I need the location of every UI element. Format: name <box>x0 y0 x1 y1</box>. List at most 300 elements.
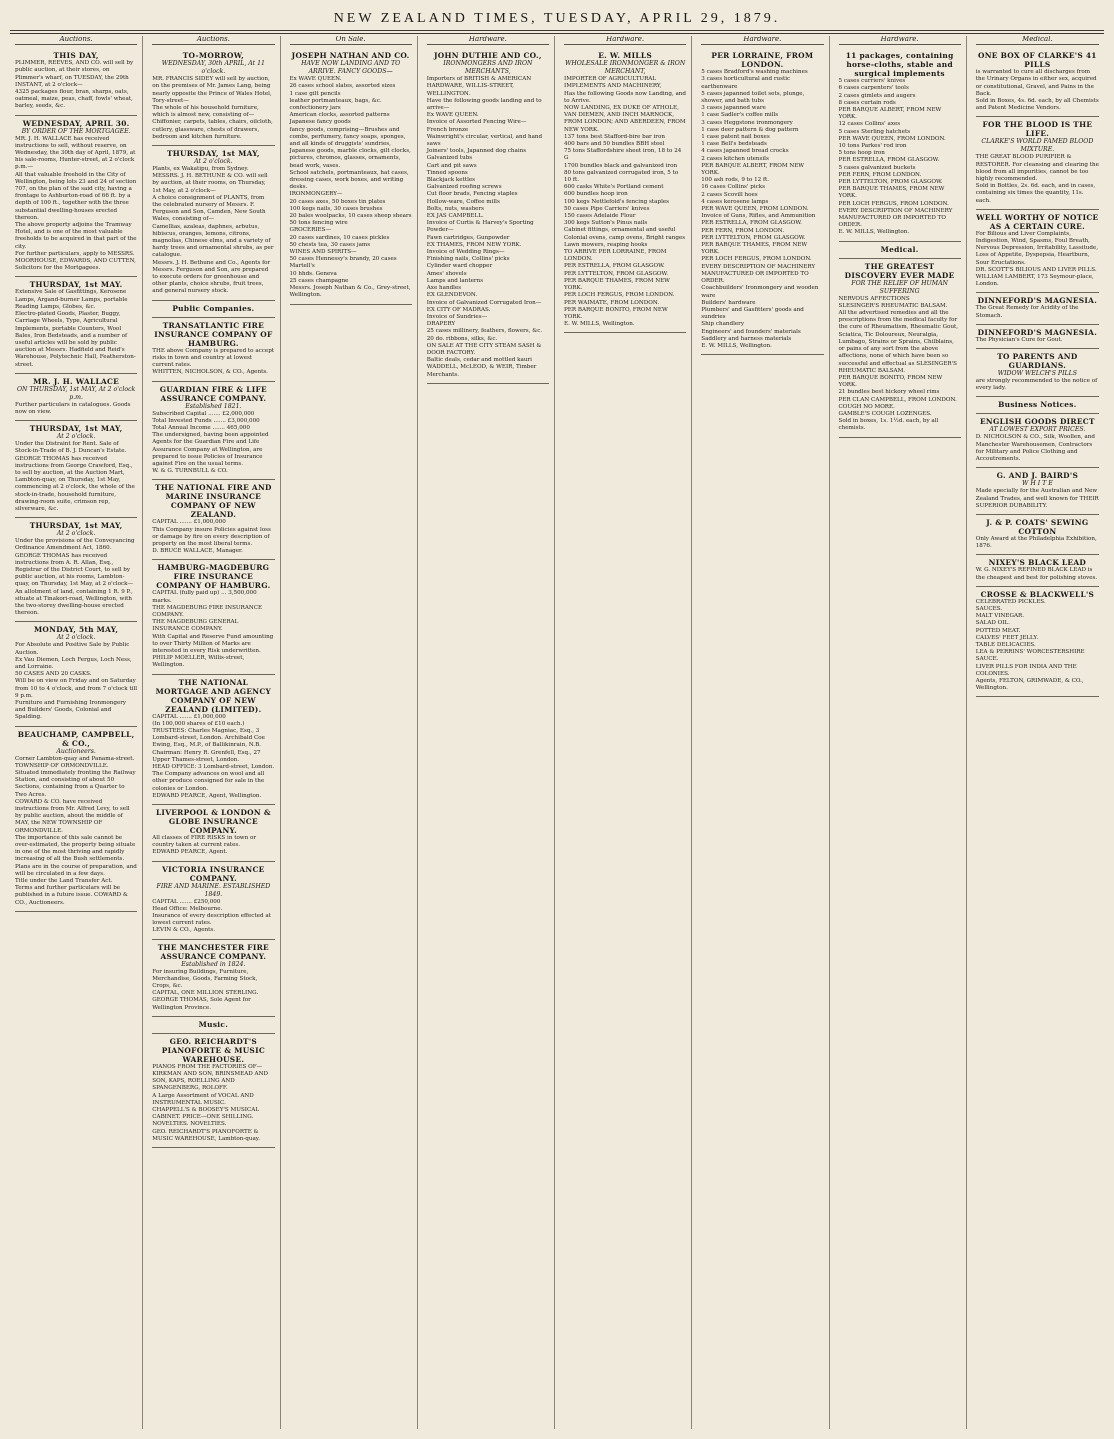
advertisement-title: THURSDAY, 1st MAY, <box>166 149 260 159</box>
advertisement <box>427 48 549 384</box>
advertisement-text: 2 cases kitchen utensils <box>701 155 769 162</box>
advertisement-text: Messrs. J. H. Bethune and Co., Agents for Messrs. Ferguson and Son, are prepared to execute orders for greenhouse and other plants, choice shrubs, fruit trees, and general nursery stock. <box>152 259 271 295</box>
advertisement-text: WHITTEN, NICHOLSON, & CO., Agents. <box>152 369 268 376</box>
advertisement-text: 4325 packages flour, bran, sharps, oats, oatmeal, maize, peas, chaff, fowls' wheat, barley, seeds, &c. <box>15 89 133 110</box>
masthead: NEW ZEALAND TIMES, TUESDAY, APRIL 29, 1879. <box>333 11 781 26</box>
advertisement-text: EX THAMES, FROM NEW YORK. <box>426 241 522 248</box>
advertisement-text: 2 cases Scovill hoes <box>701 191 758 198</box>
advertisement-text: EVERY DESCRIPTION OF MACHINERY MANUFACTURED OR IMPORTED TO ORDER. <box>838 207 953 229</box>
advertisement-text: CAPITAL (fully paid up) ... 3,500,000 marks. <box>152 590 257 604</box>
advertisement-text: Galvanized tubs <box>426 155 473 162</box>
advertisement-title: Medical. <box>880 244 919 254</box>
advertisement-text: PER FERN, FROM LONDON. <box>838 171 922 178</box>
advertisement-text: MR. J. H. WALLACE has received instructions to sell, without reserve, on Wednesday, the 30th day of April, 1879, at his sale-rooms, Hunter-street, at 2 o'clock p.m.— <box>15 135 136 171</box>
advertisement-text: EDWARD PEARCE, Agent, Wellington. <box>152 792 262 799</box>
advertisement-text: (In 100,000 shares of £10 each.) <box>152 720 245 727</box>
advertisement-text: 10 tons Parkes' rod iron <box>838 143 907 150</box>
advertisement-subtitle: WIDOW WELCH'S PILLS <box>997 370 1077 378</box>
advertisement <box>15 48 137 115</box>
column-grid <box>10 36 1104 1429</box>
advertisement <box>152 675 274 805</box>
advertisement <box>15 622 137 726</box>
advertisement-text: Fawn cartridges, Gunpowder <box>426 234 510 241</box>
advertisement-title: ENGLISH GOODS DIRECT <box>979 417 1095 427</box>
advertisement-text: Invoice of Galvanized Corrugated Iron— <box>426 299 542 306</box>
advertisement-text: SLESINGER'S RHEUMATIC BALSAM. <box>838 302 948 309</box>
advertisement-text: All the advertised remedies and all the prescriptions from the medical faculty for the cure of Rheumatism, Rheumatic Gout, Sciatica, Tic Doloureux, Neuralgia, Lumbago, Strains or Sprains, Chilblains, or pains of any sort from the above affections, none of which have been so successful and effectual as SLESINGER'S RHEUMATIC BALSAM. <box>838 310 959 374</box>
column-8 <box>971 36 1104 1429</box>
advertisement <box>15 421 137 518</box>
advertisement-text: Wainwright's circular, vertical, and hand saws <box>426 133 543 148</box>
advertisement-title: E. W. MILLS <box>598 51 652 61</box>
advertisement <box>152 940 274 1017</box>
advertisement-text: French bronze <box>426 126 469 133</box>
advertisement-title: THIS DAY, <box>53 51 99 61</box>
advertisement <box>976 587 1099 698</box>
advertisement-text: Engineers' and founders' materials <box>701 328 801 335</box>
advertisement-text: Ames' shovels <box>426 270 467 277</box>
advertisement-text: The Physician's Cure for Gout. <box>975 336 1063 343</box>
advertisement-text: The Great Remedy for Acidity of the Stomach. <box>975 305 1079 319</box>
advertisement <box>152 48 274 146</box>
column-3 <box>285 36 418 1429</box>
advertisement <box>976 397 1099 414</box>
advertisement-subtitle: At 2 o'clock. <box>56 530 96 538</box>
advertisement-text: Electro-plated Goods, Plaster, Buggy, Carriage Wheels, Type, Agricultural Implements, portable Counters, Wool Bales, Iron Bedsteads, and a number of useful articles will be sold by public auction at Messrs. Hadfield and Reid's Warehouse, Polytechnic Hall, Featherston-street. <box>15 311 136 368</box>
advertisement <box>15 727 137 912</box>
advertisement-text: PER LYTTELTON, FROM GLASGOW. <box>701 234 806 241</box>
advertisement <box>976 293 1099 324</box>
advertisement <box>15 116 137 278</box>
advertisement-text: 50 CASES AND 20 CASKS. <box>15 671 92 678</box>
advertisement-text: Invoice of Assorted Fencing Wire— <box>426 119 527 126</box>
advertisement-text: TABLE DELICACIES. <box>975 641 1036 648</box>
column-7 <box>834 36 967 1429</box>
advertisement-text: Under the Distraint for Rent. Sale of Stock-in-Trade of B. J. Duncan's Estate. <box>15 441 127 455</box>
advertisement-text: 1 case Bell's bedsteads <box>701 141 767 148</box>
advertisement-text: 3 cases Heggstone ironmongery <box>701 119 793 126</box>
advertisement-text: 4 cases kerosene lamps <box>701 198 769 205</box>
advertisement-subtitle: ON THURSDAY, 1st MAY, At 2 o'clock p.m. <box>16 385 136 401</box>
advertisement-text: PER WAVE QUEEN, FROM LONDON. <box>838 135 946 142</box>
advertisement-text: 3 cases horticultural and rustic earthenware <box>701 76 791 90</box>
advertisement-text: PER LYTTELTON, FROM GLASGOW. <box>564 270 669 277</box>
advertisement-text: Invoice of Curtis & Harvey's Sporting Powder— <box>426 220 534 234</box>
advertisement-text: 75 tons Staffordshire sheet iron, 18 to 24 G <box>564 148 682 162</box>
column-6 <box>696 36 829 1429</box>
advertisement-text: Messrs. Joseph Nathan & Co., Grey-street, Wellington. <box>289 285 411 299</box>
advertisement-text: Sold in Bottles, 2s. 6d. each, and in cases, containing six times the quantity, 11s. each. <box>975 183 1096 204</box>
advertisement <box>152 382 274 481</box>
masthead-rule-2 <box>10 33 1104 34</box>
advertisement-text: PER CLAN CAMPBELL, FROM LONDON. <box>838 396 957 403</box>
advertisement-title: TO PARENTS AND GUARDIANS. <box>997 352 1078 371</box>
advertisement-title: THE MANCHESTER FIRE ASSURANCE COMPANY. <box>157 942 269 961</box>
advertisement-subtitle: HAVE NOW LANDING AND TO ARRIVE. FANCY GOODS— <box>301 60 401 76</box>
advertisement-text: TRUSTEES: Charles Magniac, Esq., 3 Lombard-street, London. Archibald Coe Ewing, Esq., M.P., of Ballikinrain, N.B. <box>152 727 265 749</box>
advertisement-text: PER BARQUE BONITO, FROM NEW YORK. <box>838 374 943 389</box>
advertisement-text: SAUCES. <box>975 605 1003 612</box>
advertisement-title: WELL WORTHY OF NOTICE AS A CERTAIN CURE. <box>976 212 1099 231</box>
advertisement <box>701 48 823 355</box>
advertisement-text: 600 bundles hoop iron <box>564 191 628 198</box>
advertisement-text: A Large Assortment of VOCAL AND INSTRUMENTAL MUSIC. <box>152 1092 254 1106</box>
advertisement-text: PLIMMER, REEVES, AND CO. will sell by public auction, at their stores, on Plimmer's wharf, on TUESDAY, the 29th INSTANT, at 2 o'clock— <box>15 60 134 88</box>
advertisement-text: EX CITY OF MADRAS. <box>426 306 491 313</box>
advertisement-text: For Bilious and Liver Complaints, Indigestion, Wind, Spasms, Foul Breath, Nervous Depression, Irritability, Lassitude, Loss of Appetite, Dyspepsia, Heartburn, Sour Eructations. <box>975 230 1099 266</box>
advertisement-text: 150 cases Adelaide Flour <box>564 213 636 220</box>
advertisement-text: IMPORTER OF AGRICULTURAL IMPLEMENTS AND MACHINERY, <box>564 76 662 90</box>
advertisement-text: are strongly recommended to the notice of every lady. <box>975 378 1098 392</box>
advertisement-text: The whole of his household furniture, which is almost new, consisting of—Chiffonier, carpets, tables, chairs, oilcloth, cutlery, glassware, chests of drawers, bedroom and kitchen furniture. <box>152 105 273 140</box>
advertisement-title: PER LORRAINE, FROM LONDON. <box>711 51 814 70</box>
advertisement-text: THE GREAT BLOOD PURIFIER & RESTORER. For cleansing and clearing the blood from all impurities, cannot be too highly recommended. <box>975 154 1099 183</box>
advertisement-text: For further particulars, apply to MESSRS. MOORHOUSE, EDWARDS, AND CUTTEN, Solicitors for the Mortgagees. <box>15 250 136 272</box>
advertisement <box>976 48 1099 117</box>
advertisement-text: PIANOS FROM THE FACTORIES OF— KIRKMAN AND SON, BRINSMEAD AND SON, KAPS, ROELLING AND SPANGENBERG, ROLOFF. <box>152 1063 268 1092</box>
advertisement-text: 8 cases curtain rods <box>838 99 896 106</box>
advertisement-text: 21 bundles best hickory wheel rims <box>838 389 940 396</box>
advertisement-text: E. W. MILLS, Wellington. <box>701 342 772 349</box>
advertisement-title: J. & P. COATS' SEWING COTTON <box>986 517 1089 536</box>
advertisement-text: PER BARQUE BONITO, FROM NEW YORK. <box>564 306 668 320</box>
advertisement-text: 4 cases japanned bread crocks <box>701 148 789 155</box>
advertisement-text: DRAPERY <box>426 321 456 328</box>
column-heading: Hardware. <box>701 36 823 45</box>
advertisement <box>152 301 274 318</box>
advertisement-text: 1 case patent nail boxes <box>701 134 770 141</box>
advertisement-text: EX JAS CAMPBELL. <box>426 213 484 220</box>
advertisement-subtitle: FIRE AND MARINE. ESTABLISHED 1849. <box>156 882 271 898</box>
advertisement <box>839 242 961 259</box>
advertisement-title: DINNEFORD'S MAGNESIA. <box>977 327 1098 337</box>
advertisement <box>976 515 1099 555</box>
advertisement-text: Coachbuilders' Ironmongery and wooden ware <box>701 285 819 299</box>
advertisement <box>15 374 137 421</box>
advertisement-text: GROCERIES— <box>289 227 332 234</box>
advertisement-title: TRANSATLANTIC FIRE INSURANCE COMPANY OF HAMBURG. <box>154 320 273 348</box>
advertisement-text: 50 chests tea, 30 cases jams <box>289 241 371 248</box>
advertisement-text: GEORGE THOMAS, Sole Agent for Wellington Province. <box>152 997 251 1011</box>
advertisement-text: Invoice of Wedding Rings— <box>426 249 505 256</box>
advertisement-text: Terms and further particulars will be published in a future issue. COWARD & CO., Auctioneers. <box>15 885 128 906</box>
advertisement-text: CELEBRATED PICKLES. <box>975 598 1046 605</box>
advertisement-text: 25 cases millinery, feathers, flowers, &c. <box>426 328 543 335</box>
advertisement-text: WINES AND SPIRITS— <box>289 249 357 256</box>
advertisement-text: MALT VINEGAR. <box>975 613 1025 620</box>
advertisement <box>15 518 137 622</box>
advertisement-title: FOR THE BLOOD IS THE LIFE. <box>982 120 1093 139</box>
advertisement-text: POTTED MEAT. <box>975 627 1021 634</box>
advertisement-text: is warranted to cure all discharges from the Urinary Organs in either sex, acquired or constitutional, Gravel, and Pains in the Back. <box>975 69 1097 97</box>
advertisement-text: Further particulars in catalogues. Goods now on view. <box>15 401 131 415</box>
advertisement-text: Corner Lambton-quay and Panama-street. <box>15 755 135 762</box>
advertisement-text: LEVIN & CO., Agents. <box>152 927 216 934</box>
advertisement-text: 20 cases axes, 50 boxes tin plates <box>289 198 386 205</box>
advertisement-text: D. BRUCE WALLACE, Manager. <box>152 548 243 555</box>
advertisement-text: Ship chandlery <box>701 321 745 328</box>
advertisement <box>152 805 274 862</box>
advertisement-text: PER WAVE QUEEN, FROM LONDON. <box>701 206 809 213</box>
advertisement-text: An allotment of land, containing 1 R. 9 P., situate at Tinakori-road, Wellington, with the two-storey dwelling-house erected thereon. <box>15 588 133 617</box>
advertisement-text: 1 case gilt pencils <box>289 90 341 97</box>
advertisement-title: TO-MORROW, <box>182 51 245 61</box>
advertisement-text: PHILIP MOELLER, Willis-street, Wellington. <box>152 655 245 669</box>
advertisement-text: Have the following goods landing and to arrive— <box>426 97 542 112</box>
advertisement <box>976 468 1099 515</box>
advertisement-text: Cylinder ward chopper <box>426 263 493 270</box>
column-1 <box>10 36 143 1429</box>
advertisement-text: MR. FRANCIS SIDEY will sell by auction, on the premises of Mr. James Lang, being nearly opposite the Prince of Wales Hotel, Tory-street— <box>152 76 272 104</box>
advertisement-subtitle: AT LOWEST EXPORT PRICES. <box>989 426 1086 434</box>
column-heading: On Sale. <box>290 36 412 45</box>
advertisement-text: Lamps and lanterns <box>426 277 484 284</box>
advertisement-text: This Company insure Policies against loss or damage by fire on every description of property on the most liberal terms. <box>152 526 271 547</box>
advertisement-title: THE GREATEST DISCOVERY EVER MADE <box>844 261 955 280</box>
advertisement-text: Extensive Sale of Gasfittings, Kerosene Lamps, Argand-burner Lamps, portable Reading Lamps, Globes, &c. <box>15 289 128 310</box>
advertisement-title: LIVERPOOL & LONDON & GLOBE INSURANCE COMPANY. <box>155 808 271 836</box>
advertisement-subtitle: At 2 o'clock. <box>194 158 233 166</box>
advertisement <box>976 414 1099 468</box>
advertisement-text: Japanese fancy goods <box>289 119 351 126</box>
advertisement-title: WEDNESDAY, APRIL 30. <box>22 118 130 128</box>
advertisement-text: Situated immediately fronting the Railway Station, and consisting of about 50 Sections, containing from a Quarter to Two Acres. <box>15 770 136 798</box>
advertisement-subtitle: WHOLESALE IRONMONGER & IRON MERCHANT, <box>564 60 686 76</box>
advertisement <box>976 555 1099 586</box>
advertisement-text: HEAD OFFICE: 3 Lombard-street, London. <box>152 764 275 770</box>
column-heading: Hardware. <box>427 36 549 45</box>
advertisement-text: PER LOCH FERGUS, FROM LONDON. <box>701 256 812 263</box>
advertisement-text: 5 cases Sterling hatchets <box>838 128 911 135</box>
advertisement-text: Builders' hardware <box>701 299 756 306</box>
advertisement-text: Invoice of Guns, Rifles, and Ammunition <box>701 213 816 220</box>
advertisement-text: Lawn mowers, reaping hooks <box>564 241 648 248</box>
advertisement-text: 80 tons galvanized corrugated iron, 5 to 10 ft. <box>564 169 679 184</box>
advertisement-text: Baltic deals, cedar and mottled kauri <box>426 357 532 364</box>
advertisement-text: Agents, FELTON, GRIMWADE, & CO., Wellington. <box>975 677 1084 692</box>
advertisement-title: GEO. REICHARDT'S PIANOFORTE & MUSIC WAREHOUSE. <box>161 1036 266 1064</box>
advertisement-text: For Absolute and Positive Sale by Public Auction. <box>15 642 130 656</box>
advertisement-text: Tinned spoons <box>426 169 468 176</box>
advertisement-subtitle: Auctioneers. <box>56 747 96 755</box>
advertisement-text: THE MAGDEBURG FIRE INSURANCE COMPANY. <box>152 604 263 618</box>
advertisement-text: 50 cases Hennessy's brandy, 20 cases Martell's <box>289 256 397 270</box>
advertisement-text: EVERY DESCRIPTION OF MACHINERY MANUFACTURED OR IMPORTED TO ORDER. <box>701 263 816 285</box>
advertisement-text: Camellias, azaleas, daphnes, arbutus, hibiscus, oranges, lemons, citrons, magnolias, Chinese elms, and a variety of hardy trees and ornamental shrubs, as per catalogue. <box>152 223 274 259</box>
advertisement-text: Finishing nails, Collins' picks <box>426 256 510 263</box>
advertisement-title: MONDAY, 5th MAY, <box>33 625 119 635</box>
advertisement <box>839 48 961 241</box>
advertisement-subtitle: At 2 o'clock. <box>56 634 96 642</box>
advertisement-text: Chairman: Henry R. Grenfell, Esq., 27 Upper Thames-street, London. <box>152 749 261 763</box>
advertisement-text: confectionery jars <box>289 105 341 112</box>
advertisement-text: Title under the Land Transfer Act. <box>15 878 113 885</box>
advertisement-text: NOW LANDING, EX DUKE OF ATHOLE, VAN DIEMEN, AND INCH MARNOCK, FROM LONDON; AND ABERDEEN, FROM NEW YORK. <box>564 105 686 133</box>
advertisement-text: 16 cases Collins' picks <box>701 184 766 191</box>
advertisement-text: leather portmanteaux, bags, &c. <box>289 97 382 104</box>
advertisement-text: Made specially for the Australian and New Zealand Trades, and well known for THEIR SUPERIOR DURABILITY. <box>975 488 1099 509</box>
advertisement-text: ON SALE AT THE CITY STEAM SASH & DOOR FACTORY. <box>426 342 542 356</box>
advertisement-text: THE MAGDEBURG GENERAL INSURANCE COMPANY. <box>152 619 239 633</box>
advertisement-text: 2 cases gimlets and augers <box>838 92 916 99</box>
advertisement-text: THE above Company is prepared to accept risks in town and country at lowest current rates. <box>152 347 275 369</box>
advertisement <box>15 277 137 373</box>
advertisement-title: NIXEY'S BLACK LEAD <box>988 558 1087 568</box>
column-5 <box>559 36 692 1429</box>
advertisement-text: EDWARD PEARCE, Agent. <box>152 849 228 856</box>
column-heading: Auctions. <box>152 36 274 45</box>
advertisement-text: The above property adjoins the Tramway Hotel, and is one of the most valuable freeholds to be acquired in that part of the city. <box>15 222 137 250</box>
advertisement-text: 20 cases sardines, 10 cases pickles <box>289 234 390 241</box>
advertisement <box>564 48 686 333</box>
advertisement-title: 11 packages, containing horse-cloths, stable and surgical implements <box>845 51 954 79</box>
advertisement-text: 100 ash rods, 9 to 12 ft. <box>701 177 770 184</box>
advertisement-text: PER LOCH FERGUS, FROM LONDON. <box>838 200 949 207</box>
advertisement-subtitle: CLARKE'S WORLD FAMED BLOOD MIXTURE. <box>981 138 1094 154</box>
advertisement <box>152 480 274 560</box>
advertisement-text: 600 casks White's Portland cement <box>564 184 664 191</box>
advertisement-title: VICTORIA INSURANCE COMPANY. <box>162 864 265 883</box>
advertisement-text: LEA & PERRINS' WORCESTERSHIRE SAUCE. <box>975 649 1085 663</box>
advertisement-text: GEORGE THOMAS has received instructions from A. R. Allan, Esq., Registrar of the District Court, to sell by public auction, at his rooms, Lambton-quay, on Thursday, 1st May, at 2 o'clock— <box>15 552 134 588</box>
advertisement-text: CAPITAL ....... £1,000,000 <box>152 713 226 720</box>
advertisement-text: PER ESTRELLA, FROM GLASGOW. <box>564 263 665 270</box>
advertisement-text: American clocks, assorted patterns <box>289 112 390 119</box>
advertisement-text: COWARD & CO. have received instructions from Mr. Alfred Levy, to sell by public auction, about the middle of MAY, the NEW TOWNSHIP OF ORMONDVILLE. <box>15 798 130 834</box>
advertisement-text: Bolts, nuts, washers <box>426 205 485 212</box>
advertisement-title: GUARDIAN FIRE & LIFE ASSURANCE COMPANY. <box>159 384 267 403</box>
advertisement <box>839 259 961 438</box>
advertisement-subtitle: WEDNESDAY, 30th APRIL, At 11 o'clock. <box>161 60 265 76</box>
advertisement <box>152 560 274 674</box>
advertisement-text: With Capital and Reserve Fund amounting to over Thirty Million of Marks are interested in every Risk underwritten. <box>152 633 274 654</box>
advertisement-text: Blackjack kettles <box>426 177 476 184</box>
advertisement-text: For insuring Buildings, Furniture, Merchandise, Goods, Farming Stock, Crops, &c. <box>152 968 258 990</box>
advertisement-text: D. NICHOLSON & CO., Silk, Woollen, and Manchester Warehousemen, Contractors for Military and Police Clothing and Accoutrements. <box>975 434 1095 463</box>
advertisement-text: 1 case Sadler's coffee mills <box>701 112 779 119</box>
advertisement-text: 300 kegs Sutton's Pinus nails <box>564 220 648 227</box>
advertisement-text: 3 cases japanned ware <box>701 105 766 112</box>
advertisement-text: 20 bales woolpacks, 10 cases sheep shears <box>289 213 412 220</box>
advertisement-text: 137 tons best Stafford-bire bar iron <box>564 133 665 140</box>
advertisement-text: TOWNSHIP OF ORMONDVILLE. <box>15 762 109 769</box>
advertisement-text: 1 case deer pattern & dog pattern <box>701 126 799 133</box>
advertisement-text: Will be on view on Friday and on Saturday from 10 to 4 o'clock, and from 7 o'clock till 9 p.m. <box>15 678 138 699</box>
advertisement-title: MR. J. H. WALLACE <box>33 376 120 386</box>
advertisement <box>976 325 1099 349</box>
column-heading: Medical. <box>976 36 1099 45</box>
advertisement-text: Ex WAVE QUEEN. <box>426 112 479 119</box>
advertisement-title: Public Companies. <box>172 303 255 313</box>
advertisement-subtitle: Established in 1824. <box>181 960 246 968</box>
advertisement-title: JOHN DUTHIE AND CO., <box>433 51 542 61</box>
advertisement-text: Plumbers' and Gasfitters' goods and sundries <box>701 306 804 321</box>
advertisement-subtitle: At 2 o'clock. <box>56 433 96 441</box>
advertisement-text: Sold in boxes, 1s. 1½d. each, by all chemists. <box>838 418 939 432</box>
advertisement-text: EX GLENDEVON. <box>426 292 478 299</box>
column-heading: Hardware. <box>839 36 961 45</box>
column-4 <box>422 36 555 1429</box>
advertisement-text: Colonial ovens, camp ovens, Bright ranges <box>564 234 686 241</box>
advertisement-text: Importers of BRITISH & AMERICAN HARDWARE, WILLIS-STREET, WELLINGTON. <box>426 76 532 97</box>
advertisement <box>152 862 274 940</box>
advertisement-text: Galvanized roofing screws <box>426 184 502 191</box>
advertisement-text: SALAD OIL. <box>975 620 1010 627</box>
advertisement-title: THURSDAY, 1st MAY. <box>29 280 123 290</box>
advertisement-text: LIVER PILLS FOR INDIA AND THE COLONIES. <box>975 663 1077 677</box>
advertisement-text: Furniture and Furnishing Ironmongery and Builders' Goods, Colonial and Spalding. <box>15 700 127 721</box>
advertisement-text: GEO. REICHARDT'S PIANOFORTE & MUSIC WAREHOUSE, Lambton-quay. <box>152 1128 261 1142</box>
advertisement-text: COUGH NO MORE. <box>838 403 895 410</box>
advertisement-text: PER BARQUE ALBERT, FROM NEW YORK. <box>701 162 805 177</box>
advertisement-text: Plans are in the course of preparation, and will be circulated in a few days. <box>15 863 137 877</box>
advertisement-text: E. W. MILLS, Wellington. <box>838 229 910 236</box>
advertisement-subtitle: W H I T E <box>1022 480 1053 488</box>
advertisement-title: BEAUCHAMP, CAMPBELL, & CO., <box>17 729 135 748</box>
advertisement-text: Subscribed Capital ....... £2,000,000 <box>152 410 255 417</box>
advertisement-text: PER ESTRELLA, FROM GLASGOW. <box>838 157 940 164</box>
advertisement <box>152 1017 274 1034</box>
advertisement-text: GAMBLE'S COUGH LOZENGES. <box>838 410 932 417</box>
advertisement-text: CAPITAL ....... £250,000 <box>152 898 221 905</box>
advertisement-text: PER BARQUE THAMES, FROM NEW YORK. <box>564 277 670 292</box>
advertisement-text: The importance of this sale cannot be over-estimated, the property being situate in one of the most thriving and rapidly increasing of all the Bush settlements. <box>15 834 136 863</box>
advertisement-text: Hollow-ware, Coffee mills <box>426 198 500 205</box>
advertisement-text: CAPITAL, ONE MILLION STERLING. <box>152 990 259 997</box>
advertisement-title: CROSSE & BLACKWELL'S <box>980 589 1095 599</box>
advertisement-text: Total Invested Funds ....... £3,000,000 <box>152 417 260 424</box>
advertisement-text: PER LYTTELTON, FROM GLASGOW. <box>838 179 943 186</box>
advertisement-title: G. AND J. BAIRD'S <box>996 471 1079 481</box>
advertisement-title: THE NATIONAL MORTGAGE AND AGENCY COMPANY OF NEW ZEALAND (LIMITED). <box>155 677 272 714</box>
advertisement-text: 400 bars and 50 bundles BBH steel <box>564 141 665 148</box>
advertisement-text: NOVELTIES. NOVELTIES. <box>152 1121 227 1128</box>
advertisement-title: THE NATIONAL FIRE AND MARINE INSURANCE COMPANY OF NEW ZEALAND. <box>155 483 272 520</box>
advertisement-text: Plants, ex Wakatipu, from Sydney. <box>152 166 249 173</box>
advertisement-text: E. W. MILLS, Wellington. <box>564 321 635 328</box>
advertisement-text: fancy goods, comprising—Brushes and combs, perfumery, fancy soaps, sponges, and all kinds of druggists' sundries, Japanese goods, marble clocks, gilt clocks, pictures, chromos, glasses, ornaments, bead work, vases. <box>289 126 411 169</box>
advertisement-text: Cut floor brads, Fencing staples <box>426 191 518 198</box>
advertisement-text: All that valuable freehold in the City of Wellington, being lots 23 and 24 of section 707, on the plan of the said city, having a frontage to Ashburton-road of 66 ft. by a depth of 100 ft., together with the three substantial dwelling-houses erected thereon. <box>15 171 137 221</box>
advertisement-text: TO ARRIVE PER LORRAINE, FROM LONDON. <box>564 249 667 263</box>
advertisement-text: PER FERN, FROM LONDON. <box>701 227 785 234</box>
advertisement-text: IRONMONGERY— <box>289 191 343 198</box>
advertisement-text: 6 cases carpenters' tools <box>838 85 909 92</box>
advertisement-text: 100 kegs Nettlefold's fencing staples <box>564 198 670 205</box>
column-heading: Hardware. <box>564 36 686 45</box>
advertisement-text: 5 cases Bradford's washing machines <box>701 69 808 76</box>
advertisement-text: Cabinet fittings, ornamental and useful <box>564 227 676 234</box>
advertisement-subtitle: IRONMONGERS AND IRON MERCHANTS, <box>443 60 533 76</box>
advertisement-text: Insurance of every description effected at lowest current rates. <box>152 913 271 927</box>
column-heading: Auctions. <box>15 36 137 45</box>
advertisement-text: WADDELL, McLEOD, & WEIR, Timber Merchants. <box>426 364 537 378</box>
advertisement-text: 5 cases curriers' knives <box>838 78 906 85</box>
advertisement-text: Under the provisions of the Conveyancing Ordinance Amendment Act, 1860. <box>15 538 135 552</box>
advertisement-text: A choice consignment of PLANTS, from the celebrated nursery of Messrs. F. Ferguson and Son, Camden, New South Wales, consisting of— <box>152 194 266 223</box>
advertisement-text: 10 hhds. Geneva <box>289 270 337 277</box>
advertisement-text: 5 cases japanned toilet sets, plunge, shower, and bath tubs <box>701 90 805 105</box>
advertisement-text: Ex WAVE QUEEN. <box>289 76 342 83</box>
column-2 <box>147 36 280 1429</box>
advertisement-title: HAMBURG-MAGDEBURG FIRE INSURANCE COMPANY OF HAMBURG. <box>156 563 271 591</box>
advertisement-text: 26 cases school slates, assorted sizes <box>289 83 396 90</box>
masthead-rule <box>10 30 1104 31</box>
advertisement-text: Axe handles <box>426 285 462 292</box>
advertisement-text: CALVES' FEET JELLY. <box>975 634 1039 641</box>
advertisement-text: CHAPPELL'S & BOOSEY'S MUSICAL CABINET. PRICE—ONE SHILLING. <box>152 1107 260 1121</box>
advertisement-text: MESSRS. J. H. BETHUNE & CO. will sell by auction, at their rooms, on Thursday, 1st May, at 2 o'clock— <box>152 173 268 194</box>
